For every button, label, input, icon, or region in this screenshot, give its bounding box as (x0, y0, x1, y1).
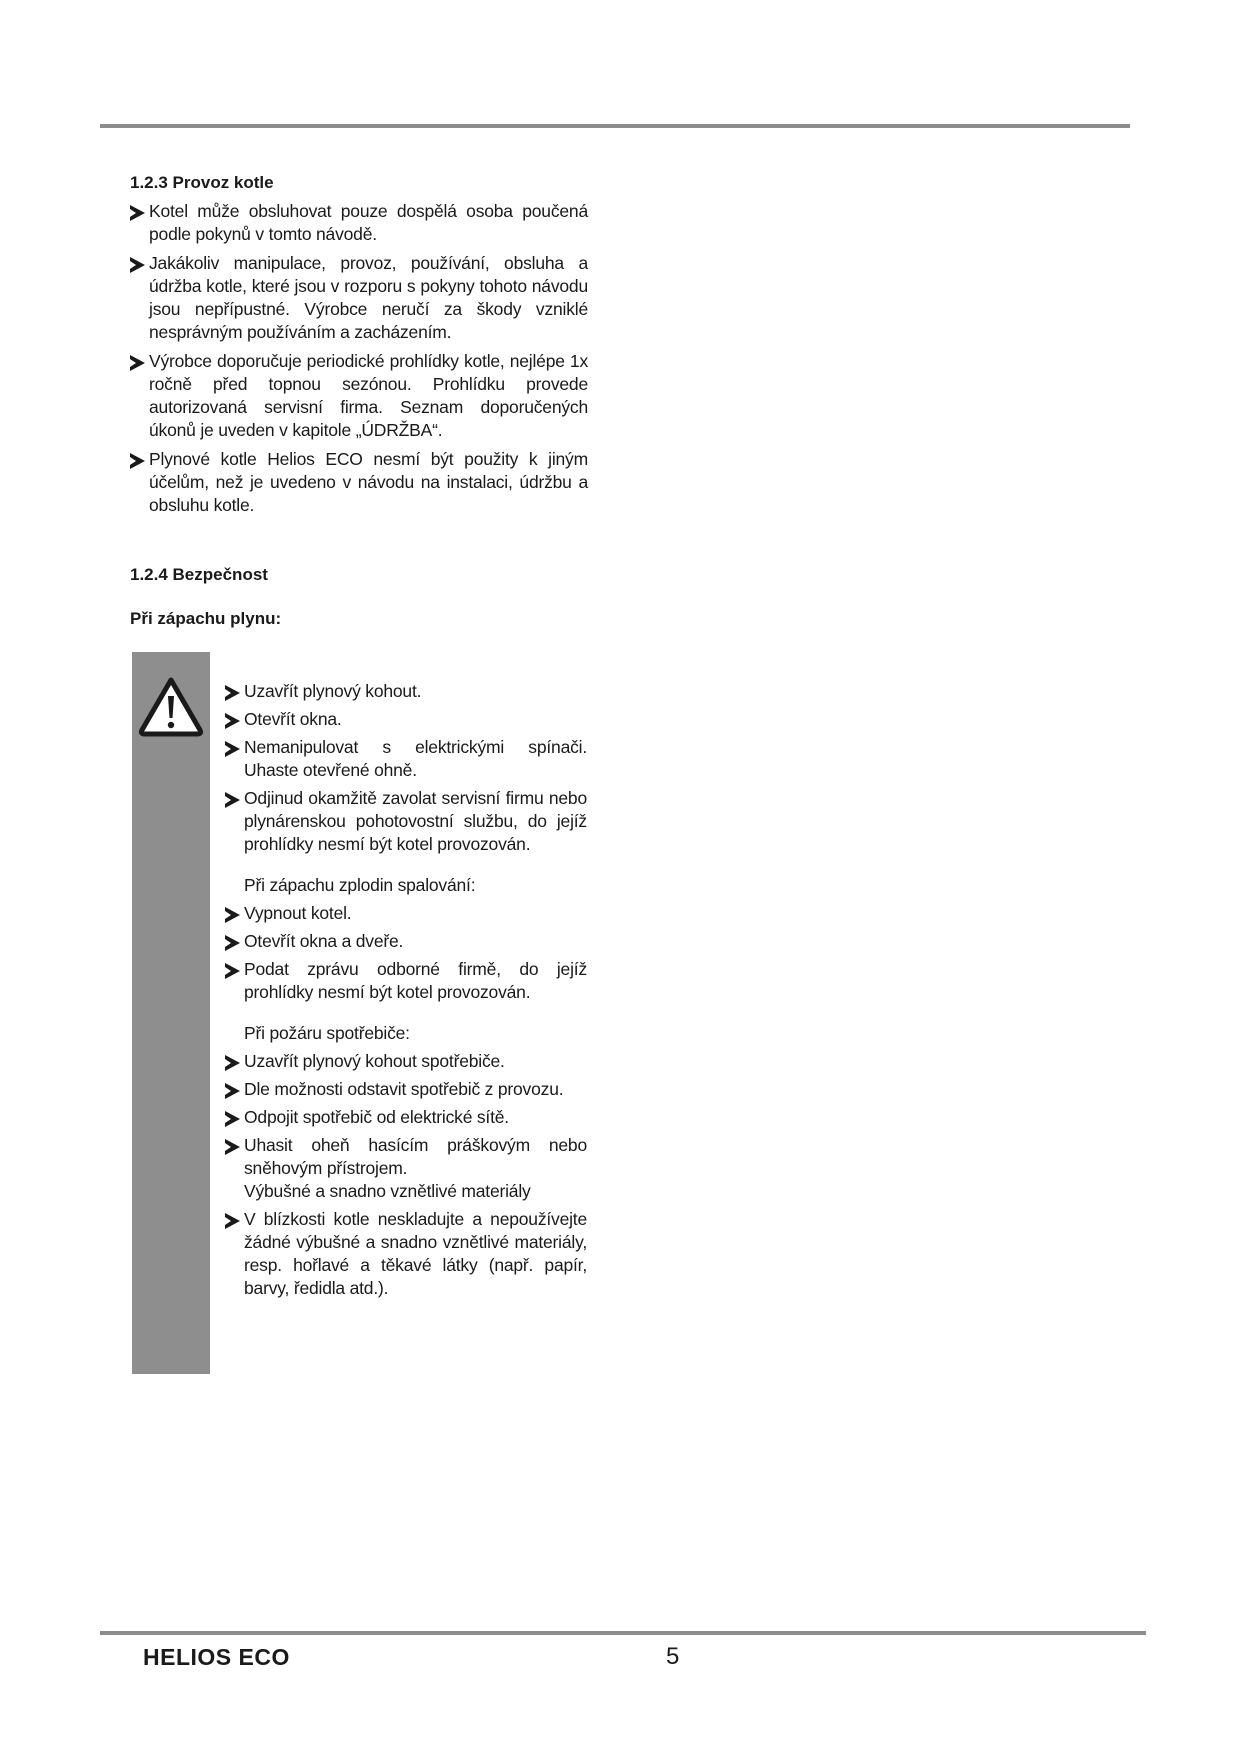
list-item (225, 958, 587, 1004)
arrow-bullet-icon (225, 1139, 240, 1155)
list-item (225, 1078, 587, 1101)
header-rule (100, 124, 1130, 128)
list-item (130, 448, 588, 517)
list-item (130, 350, 588, 442)
list-item (225, 1050, 587, 1073)
warning-triangle-icon (136, 674, 206, 738)
list-item-text: Výrobce doporučuje periodické prohlídky kotle, nejlépe 1x ročně před topnou sezónou. Prohlídku provede autorizovaná servisní firma. Seznam doporučených úkonů je uveden v kapitole „ÚDRŽBA“. (149, 351, 588, 440)
arrow-bullet-icon (225, 1111, 240, 1127)
arrow-bullet-icon (225, 1055, 240, 1071)
operation-list (130, 200, 588, 517)
list-item-text: V blízkosti kotle neskladujte a nepoužívejte žádné výbušné a snadno vznětlivé materiály, resp. hořlavé a těkavé látky (např. papír, barvy, ředidla atd.). (244, 1209, 587, 1298)
flue-gas-list (225, 902, 587, 1004)
list-item-text: Kotel může obsluhovat pouze dospělá osoba poučená podle pokynů v tomto návodě. (149, 201, 588, 244)
list-item-text: Odpojit spotřebič od elektrické sítě. (244, 1107, 509, 1127)
list-item (225, 736, 587, 782)
fire-list (225, 1050, 587, 1300)
list-item (225, 1208, 587, 1300)
list-item (225, 680, 587, 703)
arrow-bullet-icon (130, 257, 145, 273)
list-item-text: Otevřít okna a dveře. (244, 931, 404, 951)
list-item (225, 930, 587, 953)
list-item-text: Plynové kotle Helios ECO nesmí být použity k jiným účelům, než je uvedeno v návodu na instalaci, údržbu a obsluhu kotle. (149, 449, 588, 515)
list-item (225, 902, 587, 925)
list-item (225, 1106, 587, 1129)
list-item-text: Nemanipulovat s elektrickými spínači. Uhaste otevřené ohně. (244, 737, 587, 780)
arrow-bullet-icon (225, 685, 240, 701)
gas-smell-list (225, 680, 587, 856)
footer-brand: HELIOS ECO (143, 1644, 290, 1670)
list-item (225, 787, 587, 856)
arrow-bullet-icon (225, 741, 240, 757)
list-item-text: Uzavřít plynový kohout. (244, 681, 422, 701)
list-item-text: Odjinud okamžitě zavolat servisní firmu nebo plynárenskou pohotovostní službu, do jejíž prohlídky nesmí být kotel provozován. (244, 788, 587, 854)
list-item-note: Výbušné a snadno vznětlivé materiály (244, 1181, 531, 1201)
list-item-text: Uhasit oheň hasícím práškovým nebo sněhovým přístrojem. (244, 1135, 587, 1178)
footer-rule (100, 1631, 1146, 1635)
safety-instructions (225, 680, 587, 1305)
list-item-text: Uzavřít plynový kohout spotřebiče. (244, 1051, 505, 1071)
page-number: 5 (666, 1643, 680, 1670)
section-heading-safety: 1.2.4 Bezpečnost (130, 565, 268, 584)
list-item-text: Jakákoliv manipulace, provoz, používání, obsluha a údržba kotle, které jsou v rozporu s pokyny tohoto návodu jsou nepřípustné. Výrobce neručí za škody vzniklé nesprávným používáním a zacházením. (149, 253, 588, 342)
fire-heading: Při požáru spotřebiče: (244, 1023, 410, 1043)
list-item-text: Otevřít okna. (244, 709, 342, 729)
arrow-bullet-icon (225, 713, 240, 729)
section-heading-operation: 1.2.3 Provoz kotle (130, 173, 274, 192)
list-item (225, 1134, 587, 1203)
flue-gas-heading: Při zápachu zplodin spalování: (244, 875, 476, 895)
list-item (130, 200, 588, 246)
arrow-bullet-icon (130, 355, 145, 371)
list-item-text: Podat zprávu odborné firmě, do jejíž prohlídky nesmí být kotel provozován. (244, 959, 587, 1002)
arrow-bullet-icon (225, 935, 240, 951)
warning-sidebar (132, 652, 210, 1374)
arrow-bullet-icon (225, 792, 240, 808)
arrow-bullet-icon (225, 1083, 240, 1099)
arrow-bullet-icon (130, 453, 145, 469)
list-item (130, 252, 588, 344)
operation-list-container (130, 200, 588, 523)
list-item-text: Vypnout kotel. (244, 903, 352, 923)
gas-smell-heading: Při zápachu plynu: (130, 609, 282, 628)
arrow-bullet-icon (225, 907, 240, 923)
list-item-text: Dle možnosti odstavit spotřebič z provozu. (244, 1079, 564, 1099)
arrow-bullet-icon (130, 205, 145, 221)
list-item (225, 708, 587, 731)
arrow-bullet-icon (225, 1213, 240, 1229)
arrow-bullet-icon (225, 963, 240, 979)
